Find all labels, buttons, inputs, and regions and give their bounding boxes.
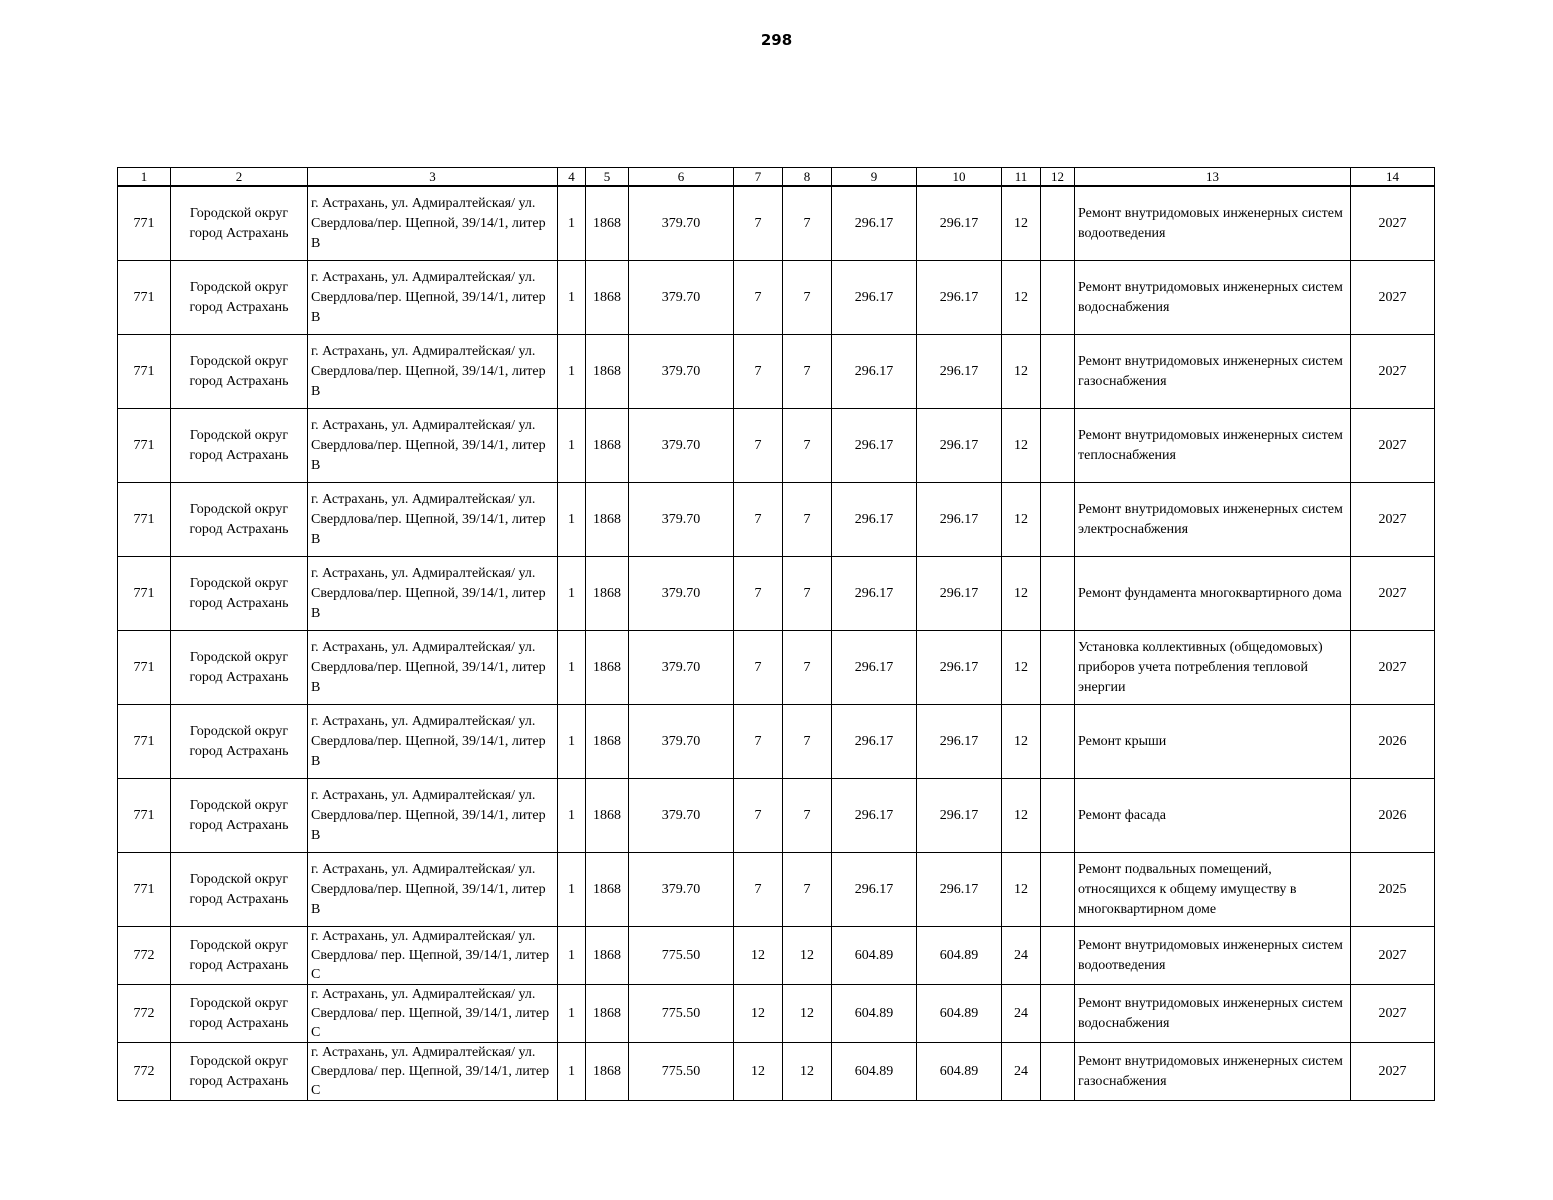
col7-cell: 7 — [734, 779, 783, 853]
col12-cell — [1041, 1043, 1075, 1101]
year-built-cell: 1868 — [586, 705, 629, 779]
col4-cell: 1 — [558, 1043, 586, 1101]
col12-cell — [1041, 186, 1075, 261]
column-header-6: 6 — [629, 168, 734, 187]
area-cell: 775.50 — [629, 927, 734, 985]
col4-cell: 1 — [558, 335, 586, 409]
planned-year-cell: 2027 — [1351, 186, 1435, 261]
row-number: 771 — [118, 186, 171, 261]
col12-cell — [1041, 335, 1075, 409]
col8-cell: 7 — [783, 261, 832, 335]
address-cell: г. Астрахань, ул. Адмиралтейская/ ул. Свердлова/пер. Щепной, 39/14/1, литер В — [308, 261, 558, 335]
col9-cell: 296.17 — [832, 853, 917, 927]
year-built-cell: 1868 — [586, 261, 629, 335]
row-number: 771 — [118, 631, 171, 705]
year-built-cell: 1868 — [586, 779, 629, 853]
col10-cell: 296.17 — [917, 631, 1002, 705]
area-cell: 379.70 — [629, 335, 734, 409]
col9-cell: 296.17 — [832, 261, 917, 335]
area-cell: 379.70 — [629, 853, 734, 927]
work-type-cell: Ремонт подвальных помещений, относящихся к общему имуществу в многоквартирном доме — [1075, 853, 1351, 927]
col10-cell: 296.17 — [917, 705, 1002, 779]
col7-cell: 7 — [734, 261, 783, 335]
col10-cell: 296.17 — [917, 557, 1002, 631]
table-row — [118, 853, 1435, 927]
col10-cell: 296.17 — [917, 261, 1002, 335]
planned-year-cell: 2027 — [1351, 335, 1435, 409]
work-type-cell: Ремонт внутридомовых инженерных систем теплоснабжения — [1075, 409, 1351, 483]
table-row — [118, 261, 1435, 335]
col8-cell: 7 — [783, 705, 832, 779]
work-type-cell: Установка коллективных (общедомовых) приборов учета потребления тепловой энергии — [1075, 631, 1351, 705]
col8-cell: 7 — [783, 483, 832, 557]
col9-cell: 296.17 — [832, 483, 917, 557]
table-row — [118, 779, 1435, 853]
col10-cell: 604.89 — [917, 927, 1002, 985]
col4-cell: 1 — [558, 985, 586, 1043]
col10-cell: 296.17 — [917, 335, 1002, 409]
col10-cell: 296.17 — [917, 186, 1002, 261]
col7-cell: 7 — [734, 483, 783, 557]
col10-cell: 604.89 — [917, 1043, 1002, 1101]
col4-cell: 1 — [558, 927, 586, 985]
row-number: 771 — [118, 705, 171, 779]
col10-cell: 296.17 — [917, 779, 1002, 853]
col9-cell: 296.17 — [832, 631, 917, 705]
row-number: 771 — [118, 335, 171, 409]
col11-cell: 24 — [1002, 927, 1041, 985]
col4-cell: 1 — [558, 779, 586, 853]
column-header-11: 11 — [1002, 168, 1041, 187]
year-built-cell: 1868 — [586, 335, 629, 409]
col10-cell: 296.17 — [917, 853, 1002, 927]
col11-cell: 24 — [1002, 985, 1041, 1043]
table-row — [118, 705, 1435, 779]
page-number: 298 — [760, 31, 793, 49]
year-built-cell: 1868 — [586, 631, 629, 705]
col9-cell: 296.17 — [832, 705, 917, 779]
col12-cell — [1041, 779, 1075, 853]
col11-cell: 12 — [1002, 335, 1041, 409]
col7-cell: 12 — [734, 985, 783, 1043]
col7-cell: 7 — [734, 557, 783, 631]
area-cell: 379.70 — [629, 483, 734, 557]
capital-repair-table — [117, 167, 1435, 1101]
work-type-cell: Ремонт внутридомовых инженерных систем водоотведения — [1075, 186, 1351, 261]
col9-cell: 296.17 — [832, 335, 917, 409]
table-row — [118, 631, 1435, 705]
work-type-cell: Ремонт внутридомовых инженерных систем газоснабжения — [1075, 335, 1351, 409]
table-row — [118, 186, 1435, 261]
planned-year-cell: 2027 — [1351, 631, 1435, 705]
col4-cell: 1 — [558, 261, 586, 335]
year-built-cell: 1868 — [586, 483, 629, 557]
table-body — [118, 186, 1435, 1101]
year-built-cell: 1868 — [586, 557, 629, 631]
planned-year-cell: 2026 — [1351, 779, 1435, 853]
table-row — [118, 927, 1435, 985]
municipality-cell: Городской округ город Астрахань — [171, 705, 308, 779]
col4-cell: 1 — [558, 705, 586, 779]
col7-cell: 7 — [734, 853, 783, 927]
col7-cell: 7 — [734, 705, 783, 779]
row-number: 772 — [118, 985, 171, 1043]
column-header-14: 14 — [1351, 168, 1435, 187]
col8-cell: 7 — [783, 853, 832, 927]
address-cell: г. Астрахань, ул. Адмиралтейская/ ул. Свердлова/ пер. Щепной, 39/14/1, литер С — [308, 985, 558, 1043]
col11-cell: 24 — [1002, 1043, 1041, 1101]
planned-year-cell: 2027 — [1351, 261, 1435, 335]
col9-cell: 604.89 — [832, 1043, 917, 1101]
municipality-cell: Городской округ город Астрахань — [171, 409, 308, 483]
area-cell: 379.70 — [629, 261, 734, 335]
row-number: 772 — [118, 1043, 171, 1101]
municipality-cell: Городской округ город Астрахань — [171, 335, 308, 409]
col11-cell: 12 — [1002, 779, 1041, 853]
col8-cell: 7 — [783, 779, 832, 853]
municipality-cell: Городской округ город Астрахань — [171, 186, 308, 261]
planned-year-cell: 2027 — [1351, 985, 1435, 1043]
col4-cell: 1 — [558, 483, 586, 557]
col9-cell: 296.17 — [832, 557, 917, 631]
row-number: 771 — [118, 483, 171, 557]
column-header-3: 3 — [308, 168, 558, 187]
col7-cell: 7 — [734, 335, 783, 409]
year-built-cell: 1868 — [586, 853, 629, 927]
area-cell: 379.70 — [629, 557, 734, 631]
col11-cell: 12 — [1002, 186, 1041, 261]
row-number: 771 — [118, 853, 171, 927]
address-cell: г. Астрахань, ул. Адмиралтейская/ ул. Свердлова/пер. Щепной, 39/14/1, литер В — [308, 409, 558, 483]
planned-year-cell: 2026 — [1351, 705, 1435, 779]
col4-cell: 1 — [558, 409, 586, 483]
address-cell: г. Астрахань, ул. Адмиралтейская/ ул. Свердлова/пер. Щепной, 39/14/1, литер В — [308, 186, 558, 261]
municipality-cell: Городской округ город Астрахань — [171, 779, 308, 853]
year-built-cell: 1868 — [586, 409, 629, 483]
municipality-cell: Городской округ город Астрахань — [171, 631, 308, 705]
address-cell: г. Астрахань, ул. Адмиралтейская/ ул. Свердлова/пер. Щепной, 39/14/1, литер В — [308, 853, 558, 927]
column-header-8: 8 — [783, 168, 832, 187]
col12-cell — [1041, 985, 1075, 1043]
col7-cell: 12 — [734, 927, 783, 985]
col9-cell: 296.17 — [832, 409, 917, 483]
column-header-13: 13 — [1075, 168, 1351, 187]
municipality-cell: Городской округ город Астрахань — [171, 853, 308, 927]
work-type-cell: Ремонт внутридомовых инженерных систем водоотведения — [1075, 927, 1351, 985]
col8-cell: 7 — [783, 186, 832, 261]
col12-cell — [1041, 631, 1075, 705]
municipality-cell: Городской округ город Астрахань — [171, 557, 308, 631]
address-cell: г. Астрахань, ул. Адмиралтейская/ ул. Свердлова/ пер. Щепной, 39/14/1, литер С — [308, 1043, 558, 1101]
column-header-2: 2 — [171, 168, 308, 187]
address-cell: г. Астрахань, ул. Адмиралтейская/ ул. Свердлова/ пер. Щепной, 39/14/1, литер С — [308, 927, 558, 985]
planned-year-cell: 2027 — [1351, 557, 1435, 631]
planned-year-cell: 2025 — [1351, 853, 1435, 927]
row-number: 772 — [118, 927, 171, 985]
row-number: 771 — [118, 409, 171, 483]
area-cell: 379.70 — [629, 705, 734, 779]
col11-cell: 12 — [1002, 409, 1041, 483]
col9-cell: 604.89 — [832, 927, 917, 985]
municipality-cell: Городской округ город Астрахань — [171, 483, 308, 557]
address-cell: г. Астрахань, ул. Адмиралтейская/ ул. Свердлова/пер. Щепной, 39/14/1, литер В — [308, 557, 558, 631]
column-header-1: 1 — [118, 168, 171, 187]
col7-cell: 7 — [734, 409, 783, 483]
col7-cell: 7 — [734, 631, 783, 705]
year-built-cell: 1868 — [586, 985, 629, 1043]
address-cell: г. Астрахань, ул. Адмиралтейская/ ул. Свердлова/пер. Щепной, 39/14/1, литер В — [308, 335, 558, 409]
work-type-cell: Ремонт внутридомовых инженерных систем газоснабжения — [1075, 1043, 1351, 1101]
year-built-cell: 1868 — [586, 927, 629, 985]
municipality-cell: Городской округ город Астрахань — [171, 927, 308, 985]
municipality-cell: Городской округ город Астрахань — [171, 1043, 308, 1101]
row-number: 771 — [118, 261, 171, 335]
col10-cell: 296.17 — [917, 409, 1002, 483]
work-type-cell: Ремонт внутридомовых инженерных систем водоснабжения — [1075, 261, 1351, 335]
year-built-cell: 1868 — [586, 186, 629, 261]
col8-cell: 7 — [783, 409, 832, 483]
address-cell: г. Астрахань, ул. Адмиралтейская/ ул. Свердлова/пер. Щепной, 39/14/1, литер В — [308, 779, 558, 853]
col12-cell — [1041, 705, 1075, 779]
col8-cell: 7 — [783, 335, 832, 409]
column-header-9: 9 — [832, 168, 917, 187]
col11-cell: 12 — [1002, 853, 1041, 927]
table-row — [118, 409, 1435, 483]
col10-cell: 296.17 — [917, 483, 1002, 557]
col7-cell: 12 — [734, 1043, 783, 1101]
year-built-cell: 1868 — [586, 1043, 629, 1101]
table-row — [118, 483, 1435, 557]
col8-cell: 12 — [783, 1043, 832, 1101]
col8-cell: 7 — [783, 557, 832, 631]
municipality-cell: Городской округ город Астрахань — [171, 985, 308, 1043]
col9-cell: 296.17 — [832, 779, 917, 853]
area-cell: 379.70 — [629, 409, 734, 483]
row-number: 771 — [118, 557, 171, 631]
planned-year-cell: 2027 — [1351, 1043, 1435, 1101]
col8-cell: 12 — [783, 985, 832, 1043]
work-type-cell: Ремонт внутридомовых инженерных систем электроснабжения — [1075, 483, 1351, 557]
col11-cell: 12 — [1002, 557, 1041, 631]
column-header-7: 7 — [734, 168, 783, 187]
area-cell: 379.70 — [629, 779, 734, 853]
col4-cell: 1 — [558, 631, 586, 705]
col7-cell: 7 — [734, 186, 783, 261]
work-type-cell: Ремонт фундамента многоквартирного дома — [1075, 557, 1351, 631]
area-cell: 775.50 — [629, 985, 734, 1043]
col12-cell — [1041, 409, 1075, 483]
col12-cell — [1041, 853, 1075, 927]
municipality-cell: Городской округ город Астрахань — [171, 261, 308, 335]
address-cell: г. Астрахань, ул. Адмиралтейская/ ул. Свердлова/пер. Щепной, 39/14/1, литер В — [308, 483, 558, 557]
area-cell: 379.70 — [629, 631, 734, 705]
header-row — [118, 168, 1435, 187]
address-cell: г. Астрахань, ул. Адмиралтейская/ ул. Свердлова/пер. Щепной, 39/14/1, литер В — [308, 631, 558, 705]
address-cell: г. Астрахань, ул. Адмиралтейская/ ул. Свердлова/пер. Щепной, 39/14/1, литер В — [308, 705, 558, 779]
work-type-cell: Ремонт фасада — [1075, 779, 1351, 853]
area-cell: 775.50 — [629, 1043, 734, 1101]
col11-cell: 12 — [1002, 483, 1041, 557]
column-header-5: 5 — [586, 168, 629, 187]
table-row — [118, 335, 1435, 409]
table-row — [118, 1043, 1435, 1101]
column-header-12: 12 — [1041, 168, 1075, 187]
col8-cell: 12 — [783, 927, 832, 985]
work-type-cell: Ремонт внутридомовых инженерных систем водоснабжения — [1075, 985, 1351, 1043]
col12-cell — [1041, 927, 1075, 985]
table-row — [118, 557, 1435, 631]
col9-cell: 296.17 — [832, 186, 917, 261]
col11-cell: 12 — [1002, 261, 1041, 335]
col12-cell — [1041, 261, 1075, 335]
area-cell: 379.70 — [629, 186, 734, 261]
table-row — [118, 985, 1435, 1043]
col10-cell: 604.89 — [917, 985, 1002, 1043]
col4-cell: 1 — [558, 557, 586, 631]
col12-cell — [1041, 557, 1075, 631]
col9-cell: 604.89 — [832, 985, 917, 1043]
row-number: 771 — [118, 779, 171, 853]
col11-cell: 12 — [1002, 705, 1041, 779]
planned-year-cell: 2027 — [1351, 927, 1435, 985]
col8-cell: 7 — [783, 631, 832, 705]
col11-cell: 12 — [1002, 631, 1041, 705]
planned-year-cell: 2027 — [1351, 483, 1435, 557]
planned-year-cell: 2027 — [1351, 409, 1435, 483]
col12-cell — [1041, 483, 1075, 557]
col4-cell: 1 — [558, 853, 586, 927]
column-header-10: 10 — [917, 168, 1002, 187]
work-type-cell: Ремонт крыши — [1075, 705, 1351, 779]
column-header-4: 4 — [558, 168, 586, 187]
col4-cell: 1 — [558, 186, 586, 261]
